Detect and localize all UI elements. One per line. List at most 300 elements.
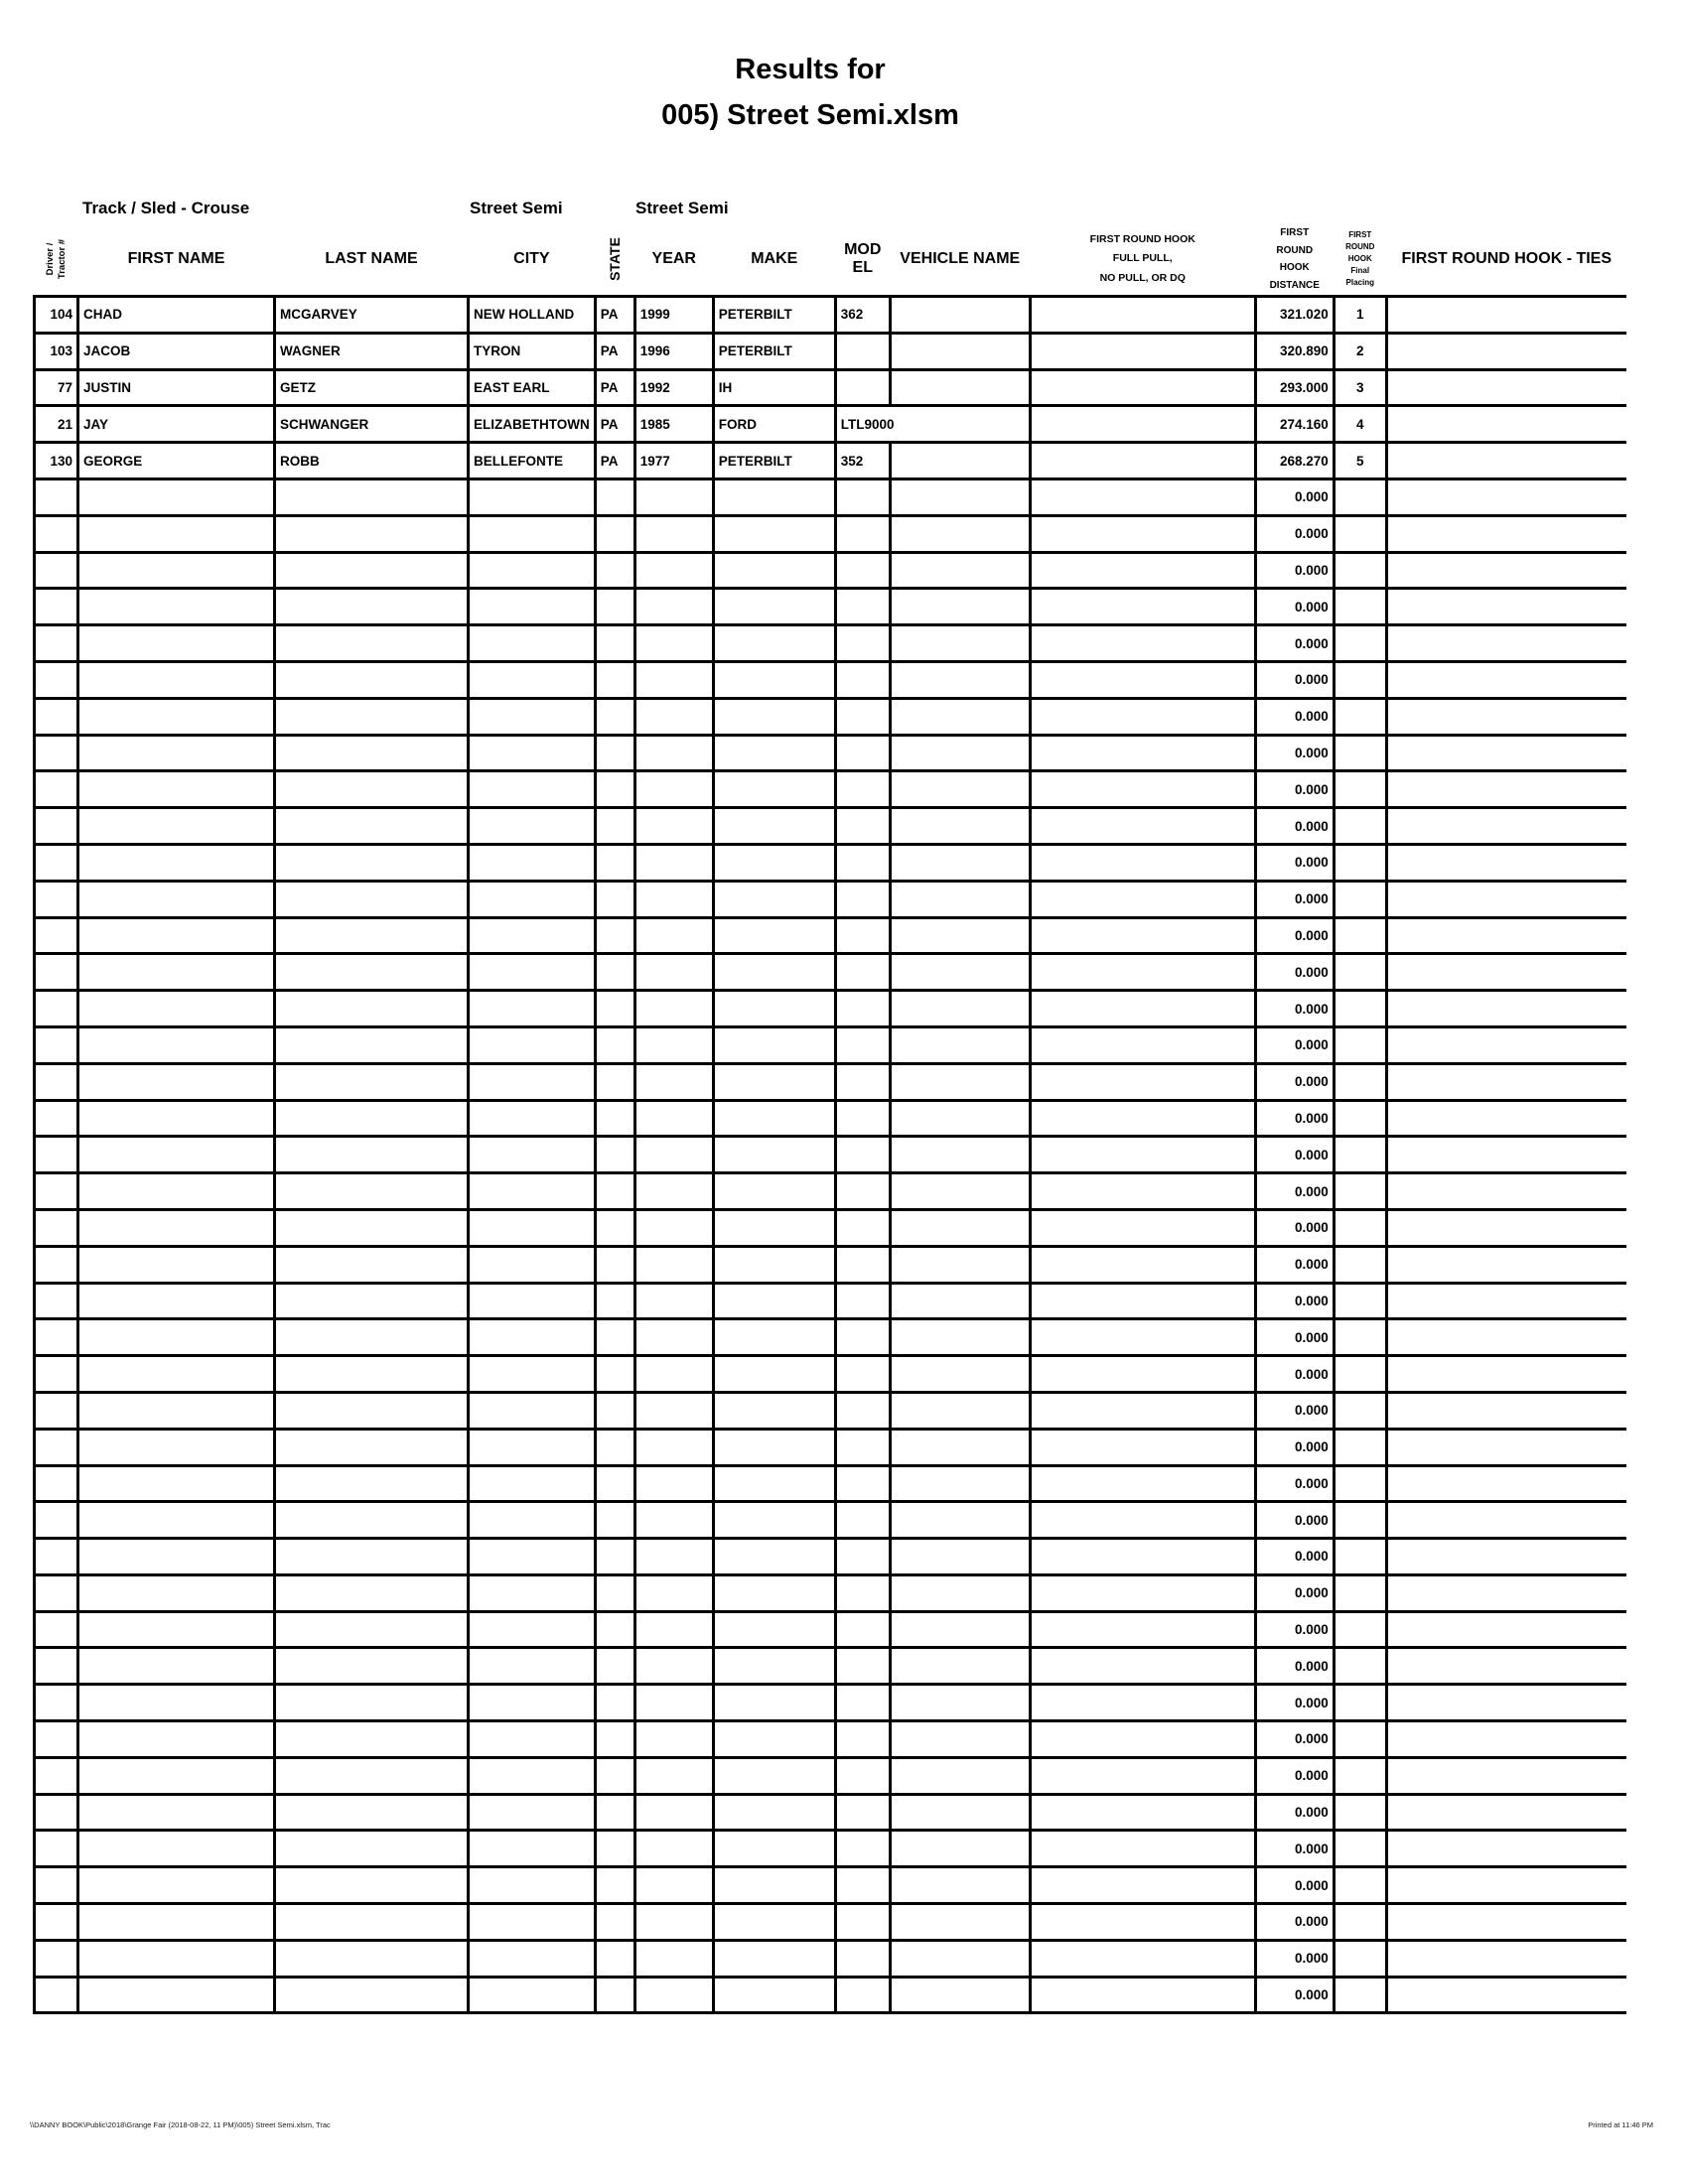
cell-distance: 0.000 <box>1255 1465 1334 1502</box>
cell-full-pull <box>1030 1685 1255 1721</box>
cell-first <box>78 515 275 552</box>
cell-full-pull <box>1030 917 1255 954</box>
cell-distance: 0.000 <box>1255 1611 1334 1648</box>
cell-make <box>713 1209 835 1246</box>
cell-city <box>469 917 596 954</box>
cell-ties <box>1386 1356 1626 1393</box>
cell-num <box>35 1867 78 1904</box>
cell-state <box>595 515 634 552</box>
cell-placing <box>1334 515 1386 552</box>
cell-state <box>595 1685 634 1721</box>
cell-state <box>595 1721 634 1758</box>
cell-placing <box>1334 589 1386 625</box>
table-row <box>35 1209 1627 1246</box>
cell-state <box>595 1173 634 1210</box>
cell-make <box>713 515 835 552</box>
cell-make <box>713 1685 835 1721</box>
cell-num <box>35 661 78 698</box>
table-row <box>35 1502 1627 1539</box>
cell-model <box>835 1063 890 1100</box>
cell-num <box>35 698 78 735</box>
cell-vehicle <box>890 1026 1030 1063</box>
table-row <box>35 1685 1627 1721</box>
cell-year <box>634 917 713 954</box>
cell-first <box>78 1539 275 1575</box>
cell-vehicle <box>890 1502 1030 1539</box>
cell-num <box>35 1063 78 1100</box>
cell-distance: 293.000 <box>1255 369 1334 406</box>
cell-last <box>275 1246 469 1283</box>
cell-city <box>469 1940 596 1977</box>
cell-state: PA <box>595 406 634 443</box>
cell-city: EAST EARL <box>469 369 596 406</box>
cell-year <box>634 1831 713 1867</box>
cell-distance: 0.000 <box>1255 1648 1334 1685</box>
cell-last: GETZ <box>275 369 469 406</box>
cell-city <box>469 808 596 845</box>
table-row <box>35 1246 1627 1283</box>
cell-state <box>595 1502 634 1539</box>
table-row <box>35 1794 1627 1831</box>
col-header-distance: FIRST ROUND HOOK DISTANCE <box>1269 227 1320 291</box>
cell-full-pull <box>1030 1904 1255 1941</box>
cell-state <box>595 661 634 698</box>
cell-vehicle <box>890 1063 1030 1100</box>
cell-city <box>469 1063 596 1100</box>
cell-last <box>275 1685 469 1721</box>
cell-ties <box>1386 333 1626 369</box>
cell-state <box>595 1356 634 1393</box>
table-row <box>35 1831 1627 1867</box>
cell-state <box>595 1539 634 1575</box>
cell-num <box>35 808 78 845</box>
cell-city: BELLEFONTE <box>469 443 596 479</box>
cell-vehicle <box>890 1100 1030 1137</box>
cell-vehicle <box>890 1209 1030 1246</box>
results-table-body <box>35 297 1627 2013</box>
cell-city <box>469 735 596 771</box>
cell-ties <box>1386 369 1626 406</box>
cell-placing <box>1334 1831 1386 1867</box>
cell-year <box>634 1648 713 1685</box>
cell-distance: 0.000 <box>1255 478 1334 515</box>
cell-vehicle <box>890 991 1030 1027</box>
cell-placing <box>1334 1209 1386 1246</box>
cell-vehicle <box>890 625 1030 662</box>
cell-state <box>595 1940 634 1977</box>
cell-ties <box>1386 552 1626 589</box>
cell-city <box>469 991 596 1027</box>
cell-state <box>595 881 634 917</box>
cell-year <box>634 1137 713 1173</box>
table-row <box>35 589 1627 625</box>
cell-first <box>78 991 275 1027</box>
cell-distance: 0.000 <box>1255 589 1334 625</box>
table-row <box>35 1904 1627 1941</box>
table-row <box>35 1757 1627 1794</box>
cell-state <box>595 1794 634 1831</box>
cell-num <box>35 625 78 662</box>
cell-distance: 0.000 <box>1255 515 1334 552</box>
cell-distance: 0.000 <box>1255 1209 1334 1246</box>
table-row <box>35 406 1627 443</box>
cell-model <box>835 1940 890 1977</box>
cell-year <box>634 1539 713 1575</box>
cell-model <box>835 1209 890 1246</box>
table-row <box>35 1283 1627 1319</box>
cell-first: JAY <box>78 406 275 443</box>
cell-ties <box>1386 406 1626 443</box>
cell-model <box>835 1977 890 2013</box>
cell-num <box>35 1100 78 1137</box>
cell-first <box>78 881 275 917</box>
cell-year <box>634 552 713 589</box>
cell-first <box>78 552 275 589</box>
cell-make: PETERBILT <box>713 297 835 334</box>
cell-first <box>78 1867 275 1904</box>
cell-num <box>35 1940 78 1977</box>
cell-ties <box>1386 1574 1626 1611</box>
cell-last <box>275 1757 469 1794</box>
cell-year: 1999 <box>634 297 713 334</box>
cell-model <box>835 515 890 552</box>
cell-model <box>835 881 890 917</box>
cell-last: MCGARVEY <box>275 297 469 334</box>
cell-full-pull <box>1030 661 1255 698</box>
cell-make <box>713 1026 835 1063</box>
cell-city <box>469 1721 596 1758</box>
cell-last <box>275 1356 469 1393</box>
cell-model <box>835 1721 890 1758</box>
cell-vehicle <box>890 917 1030 954</box>
cell-num <box>35 917 78 954</box>
cell-vehicle <box>890 1648 1030 1685</box>
cell-full-pull <box>1030 478 1255 515</box>
cell-full-pull <box>1030 406 1255 443</box>
cell-ties <box>1386 1283 1626 1319</box>
cell-city <box>469 844 596 881</box>
cell-year <box>634 1100 713 1137</box>
cell-year <box>634 478 713 515</box>
cell-full-pull <box>1030 1319 1255 1356</box>
table-row <box>35 844 1627 881</box>
cell-first <box>78 1246 275 1283</box>
cell-state <box>595 1063 634 1100</box>
cell-placing: 5 <box>1334 443 1386 479</box>
cell-num <box>35 1465 78 1502</box>
cell-year <box>634 1209 713 1246</box>
table-row <box>35 1611 1627 1648</box>
table-row <box>35 369 1627 406</box>
cell-make <box>713 1356 835 1393</box>
col-header-vehicle-name: VEHICLE NAME <box>900 250 1021 267</box>
cell-num <box>35 1685 78 1721</box>
cell-num <box>35 478 78 515</box>
cell-state <box>595 1319 634 1356</box>
cell-last <box>275 1502 469 1539</box>
cell-ties <box>1386 1867 1626 1904</box>
cell-model <box>835 1831 890 1867</box>
results-table <box>33 223 1626 2014</box>
cell-model <box>835 735 890 771</box>
cell-city <box>469 1831 596 1867</box>
cell-distance: 0.000 <box>1255 917 1334 954</box>
cell-ties <box>1386 1246 1626 1283</box>
cell-distance: 0.000 <box>1255 1026 1334 1063</box>
cell-distance: 0.000 <box>1255 1831 1334 1867</box>
cell-first <box>78 478 275 515</box>
cell-first <box>78 1356 275 1393</box>
cell-first <box>78 1283 275 1319</box>
cell-year <box>634 991 713 1027</box>
cell-model <box>835 1319 890 1356</box>
cell-distance: 0.000 <box>1255 1539 1334 1575</box>
cell-placing <box>1334 1574 1386 1611</box>
cell-first <box>78 698 275 735</box>
cell-state <box>595 698 634 735</box>
cell-last <box>275 1026 469 1063</box>
table-row <box>35 478 1627 515</box>
cell-last <box>275 1977 469 2013</box>
cell-distance: 0.000 <box>1255 1100 1334 1137</box>
cell-state <box>595 589 634 625</box>
cell-vehicle <box>890 1173 1030 1210</box>
cell-distance: 320.890 <box>1255 333 1334 369</box>
cell-num: 103 <box>35 333 78 369</box>
cell-distance: 0.000 <box>1255 1574 1334 1611</box>
cell-placing <box>1334 1429 1386 1465</box>
cell-model <box>835 333 890 369</box>
cell-state <box>595 735 634 771</box>
table-row <box>35 1539 1627 1575</box>
cell-make <box>713 1246 835 1283</box>
cell-vehicle <box>890 1794 1030 1831</box>
cell-model <box>835 589 890 625</box>
cell-ties <box>1386 917 1626 954</box>
cell-vehicle <box>890 954 1030 991</box>
cell-make <box>713 1831 835 1867</box>
cell-full-pull <box>1030 1977 1255 2013</box>
cell-num: 77 <box>35 369 78 406</box>
cell-make <box>713 661 835 698</box>
cell-model <box>835 1648 890 1685</box>
cell-last <box>275 1940 469 1977</box>
cell-year <box>634 1611 713 1648</box>
cell-vehicle <box>890 589 1030 625</box>
cell-placing <box>1334 881 1386 917</box>
cell-year <box>634 1246 713 1283</box>
cell-placing <box>1334 1392 1386 1429</box>
cell-city <box>469 589 596 625</box>
cell-distance: 0.000 <box>1255 1867 1334 1904</box>
cell-make: IH <box>713 369 835 406</box>
cell-city <box>469 1977 596 2013</box>
cell-full-pull <box>1030 1940 1255 1977</box>
cell-state <box>595 917 634 954</box>
cell-ties <box>1386 991 1626 1027</box>
cell-make: FORD <box>713 406 835 443</box>
cell-city <box>469 1465 596 1502</box>
cell-placing <box>1334 1611 1386 1648</box>
col-header-ties: FIRST ROUND HOOK - TIES <box>1401 250 1613 268</box>
cell-distance: 268.270 <box>1255 443 1334 479</box>
cell-year <box>634 1319 713 1356</box>
cell-num <box>35 515 78 552</box>
cell-year <box>634 1392 713 1429</box>
cell-first <box>78 1721 275 1758</box>
cell-distance: 0.000 <box>1255 1502 1334 1539</box>
table-row <box>35 1648 1627 1685</box>
cell-year <box>634 1283 713 1319</box>
cell-state <box>595 1574 634 1611</box>
cell-first <box>78 1173 275 1210</box>
cell-make <box>713 881 835 917</box>
cell-city <box>469 1904 596 1941</box>
cell-first: JACOB <box>78 333 275 369</box>
cell-year <box>634 735 713 771</box>
cell-last <box>275 1867 469 1904</box>
cell-first <box>78 808 275 845</box>
cell-last <box>275 1209 469 1246</box>
cell-num <box>35 1173 78 1210</box>
cell-ties <box>1386 735 1626 771</box>
cell-year <box>634 1465 713 1502</box>
cell-last: SCHWANGER <box>275 406 469 443</box>
footer-file-path: \\DANNY BOOK\Public\2018\Grange Fair (2018-08-22, 11 PM)\005) Street Semi.xlsm, Trac <box>30 2120 331 2129</box>
cell-full-pull <box>1030 1246 1255 1283</box>
cell-state: PA <box>595 297 634 334</box>
cell-placing <box>1334 478 1386 515</box>
cell-full-pull <box>1030 1173 1255 1210</box>
cell-full-pull <box>1030 589 1255 625</box>
cell-num <box>35 771 78 808</box>
cell-num <box>35 1209 78 1246</box>
cell-num <box>35 1137 78 1173</box>
cell-make <box>713 1319 835 1356</box>
cell-make <box>713 844 835 881</box>
cell-state: PA <box>595 369 634 406</box>
cell-year <box>634 698 713 735</box>
cell-model <box>835 1539 890 1575</box>
cell-make <box>713 1063 835 1100</box>
cell-vehicle <box>890 552 1030 589</box>
cell-full-pull <box>1030 333 1255 369</box>
cell-last <box>275 625 469 662</box>
cell-year <box>634 881 713 917</box>
cell-full-pull <box>1030 1429 1255 1465</box>
cell-last <box>275 698 469 735</box>
cell-num <box>35 1392 78 1429</box>
cell-ties <box>1386 661 1626 698</box>
cell-make <box>713 808 835 845</box>
cell-vehicle <box>890 1429 1030 1465</box>
cell-first: JUSTIN <box>78 369 275 406</box>
cell-model <box>835 1429 890 1465</box>
cell-make <box>713 1574 835 1611</box>
cell-last <box>275 1100 469 1137</box>
cell-city <box>469 1100 596 1137</box>
cell-ties <box>1386 625 1626 662</box>
cell-model <box>835 954 890 991</box>
footer-printed-time: Printed at 11:46 PM <box>1588 2120 1653 2129</box>
cell-city: TYRON <box>469 333 596 369</box>
cell-last <box>275 1319 469 1356</box>
cell-first: GEORGE <box>78 443 275 479</box>
cell-full-pull <box>1030 808 1255 845</box>
cell-full-pull <box>1030 1831 1255 1867</box>
cell-vehicle <box>890 1283 1030 1319</box>
cell-vehicle <box>890 1392 1030 1429</box>
table-row <box>35 1940 1627 1977</box>
cell-placing <box>1334 1685 1386 1721</box>
col-header-state <box>595 223 634 297</box>
table-row <box>35 808 1627 845</box>
cell-last <box>275 1465 469 1502</box>
table-row <box>35 1429 1627 1465</box>
cell-distance: 0.000 <box>1255 1904 1334 1941</box>
cell-first <box>78 1100 275 1137</box>
cell-placing <box>1334 1356 1386 1393</box>
cell-ties <box>1386 954 1626 991</box>
cell-distance: 0.000 <box>1255 1757 1334 1794</box>
cell-city <box>469 1137 596 1173</box>
cell-state <box>595 1977 634 2013</box>
cell-year: 1977 <box>634 443 713 479</box>
page-title <box>0 56 1620 130</box>
table-row <box>35 1356 1627 1393</box>
cell-num <box>35 1648 78 1685</box>
cell-full-pull <box>1030 625 1255 662</box>
cell-vehicle <box>890 1574 1030 1611</box>
cell-full-pull <box>1030 1356 1255 1393</box>
cell-first <box>78 1611 275 1648</box>
cell-placing <box>1334 1173 1386 1210</box>
cell-vehicle <box>890 1465 1030 1502</box>
cell-model <box>835 1611 890 1648</box>
cell-ties <box>1386 1209 1626 1246</box>
cell-city <box>469 881 596 917</box>
cell-placing <box>1334 661 1386 698</box>
cell-vehicle <box>890 1611 1030 1648</box>
cell-year <box>634 1502 713 1539</box>
table-row <box>35 735 1627 771</box>
cell-model <box>835 1392 890 1429</box>
cell-ties <box>1386 1465 1626 1502</box>
cell-city <box>469 1502 596 1539</box>
cell-ties <box>1386 1757 1626 1794</box>
cell-city <box>469 515 596 552</box>
cell-full-pull <box>1030 1648 1255 1685</box>
cell-last <box>275 1063 469 1100</box>
cell-year <box>634 808 713 845</box>
cell-last <box>275 552 469 589</box>
cell-placing <box>1334 1794 1386 1831</box>
cell-last <box>275 881 469 917</box>
cell-num <box>35 1721 78 1758</box>
cell-make <box>713 1904 835 1941</box>
cell-num: 130 <box>35 443 78 479</box>
cell-model <box>835 1502 890 1539</box>
cell-ties <box>1386 1502 1626 1539</box>
cell-model <box>835 625 890 662</box>
cell-ties <box>1386 881 1626 917</box>
cell-first <box>78 625 275 662</box>
cell-model <box>835 844 890 881</box>
cell-num <box>35 844 78 881</box>
cell-make <box>713 1429 835 1465</box>
cell-placing <box>1334 1246 1386 1283</box>
cell-vehicle <box>890 771 1030 808</box>
